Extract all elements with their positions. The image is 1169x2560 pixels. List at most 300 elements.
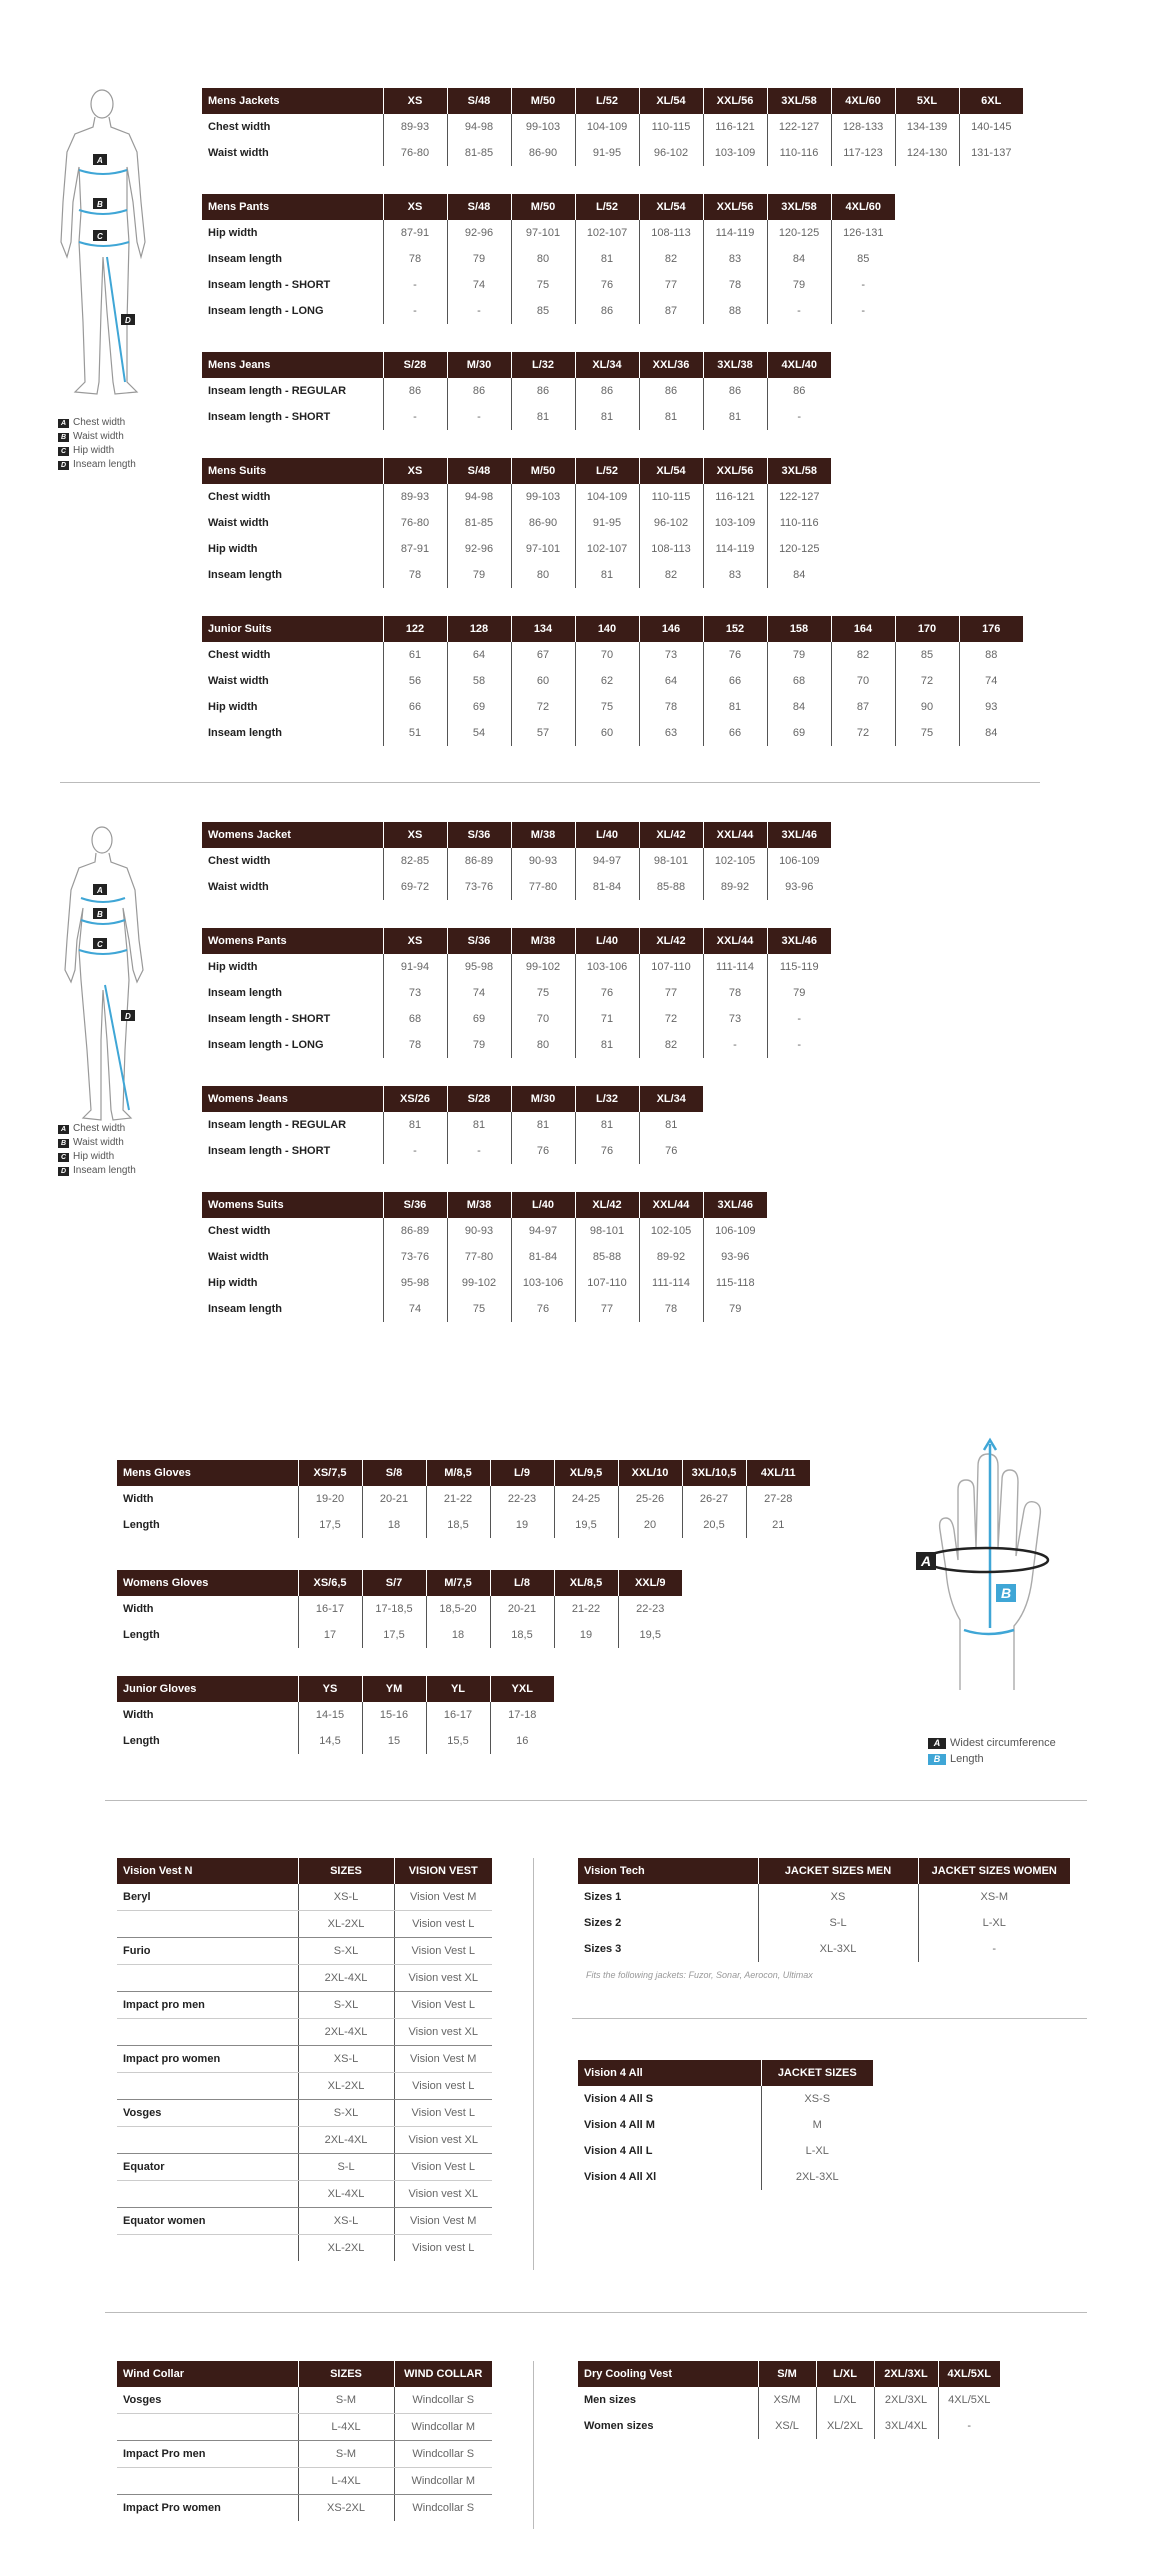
column-header: L/52	[575, 458, 639, 484]
table-row	[117, 2414, 492, 2441]
table-cell: 79	[703, 1296, 767, 1322]
table-cell: 111-114	[703, 954, 767, 980]
table-cell: 110-115	[639, 484, 703, 510]
table-cell: -	[383, 404, 447, 430]
row-label: Inseam length - SHORT	[208, 1013, 331, 1025]
column-header: XS	[383, 88, 447, 114]
row-label: Men sizes	[584, 2394, 636, 2406]
table-cell: -	[447, 404, 511, 430]
hand-legend: A Widest circumference B Length	[928, 1735, 1056, 1767]
svg-text:A: A	[97, 886, 103, 895]
table-cell: Vision Vest M	[394, 1884, 492, 1911]
table-cell: 66	[703, 720, 767, 746]
svg-text:C: C	[97, 940, 103, 949]
table-title: Vision 4 All	[578, 2060, 761, 2086]
table-cell: 73	[703, 1006, 767, 1032]
table-row	[117, 1911, 492, 1938]
table-title: Womens Pants	[202, 928, 383, 954]
table-row	[202, 874, 831, 900]
column-header: XS	[383, 194, 447, 220]
table-cell: 76-80	[383, 140, 447, 166]
table-cell: 76	[511, 1138, 575, 1164]
column-header: XL/42	[639, 822, 703, 848]
row-label: Inseam length - LONG	[208, 305, 324, 317]
column-header: 170	[895, 616, 959, 642]
row-label: Beryl	[117, 1884, 298, 1911]
table-cell: 111-114	[639, 1270, 703, 1296]
junior-gloves-table	[117, 1676, 554, 1754]
table-cell: 17-18,5	[362, 1596, 426, 1622]
legend-key-b: B	[928, 1754, 946, 1765]
table-cell: 20,5	[682, 1512, 746, 1538]
row-label: Inseam length - REGULAR	[208, 385, 347, 397]
table-cell: 93-96	[767, 874, 831, 900]
svg-text:A: A	[97, 156, 103, 165]
row-label: Vosges	[117, 2387, 298, 2414]
table-cell: 107-110	[575, 1270, 639, 1296]
table-cell: 81	[703, 694, 767, 720]
table-cell: Vision vest XL	[394, 1965, 492, 1992]
table-cell: 20-21	[362, 1486, 426, 1512]
table-row	[202, 954, 831, 980]
table-cell: 77	[639, 272, 703, 298]
table-cell: 81	[575, 1032, 639, 1058]
column-header: S/8	[362, 1460, 426, 1486]
table-cell: 89-93	[383, 114, 447, 140]
column-header: M/50	[511, 194, 575, 220]
table-cell: 90-93	[447, 1218, 511, 1244]
table-cell: 2XL/3XL	[874, 2387, 938, 2413]
table-cell: 69-72	[383, 874, 447, 900]
table-cell: -	[767, 404, 831, 430]
table-cell: S-XL	[298, 2100, 394, 2127]
table-row	[117, 1938, 492, 1965]
table-cell: 117-123	[831, 140, 895, 166]
table-cell: 99-102	[511, 954, 575, 980]
column-header: XL/34	[575, 352, 639, 378]
table-cell: 83	[703, 246, 767, 272]
table-cell: S-M	[298, 2441, 394, 2468]
column-header: 3XL/46	[767, 822, 831, 848]
column-header: 3XL/58	[767, 458, 831, 484]
table-cell: 95-98	[447, 954, 511, 980]
column-header: 3XL/58	[767, 88, 831, 114]
column-header: XS	[383, 928, 447, 954]
column-header: 134	[511, 616, 575, 642]
table-cell: 75	[575, 694, 639, 720]
hand-figure	[910, 1430, 1070, 1700]
table-cell: 80	[511, 1032, 575, 1058]
table-cell: 14-15	[298, 1702, 362, 1728]
table-cell: 91-94	[383, 954, 447, 980]
table-cell: 4XL/5XL	[938, 2387, 1000, 2413]
table-cell: 77-80	[511, 874, 575, 900]
row-label: Chest width	[208, 649, 271, 661]
table-cell: XL-2XL	[298, 2235, 394, 2262]
table-cell: XS-L	[298, 2046, 394, 2073]
womens-pants-table	[202, 928, 831, 1058]
table-cell: S-L	[758, 1910, 918, 1936]
legend-key-b: B	[58, 433, 69, 442]
table-cell: 88	[959, 642, 1023, 668]
table-cell: 20	[618, 1512, 682, 1538]
column-header: 3XL/46	[767, 928, 831, 954]
row-label: Furio	[117, 1938, 298, 1965]
table-row	[117, 1622, 682, 1648]
table-cell: 58	[447, 668, 511, 694]
table-cell: 76	[703, 642, 767, 668]
divider-gloves-vests	[105, 1800, 1087, 1801]
table-cell: 74	[959, 668, 1023, 694]
table-row	[578, 1936, 1070, 1962]
column-header: 140	[575, 616, 639, 642]
table-cell: Vision vest XL	[394, 2181, 492, 2208]
table-cell: 78	[639, 694, 703, 720]
column-header: 2XL/3XL	[874, 2361, 938, 2387]
table-cell: 134-139	[895, 114, 959, 140]
table-cell: 110-116	[767, 510, 831, 536]
row-label: Length	[123, 1735, 160, 1747]
divider-vertical-1	[533, 1858, 534, 2270]
header-row	[202, 352, 831, 378]
table-row	[117, 1596, 682, 1622]
table-cell: 18,5	[490, 1622, 554, 1648]
table-cell: 14,5	[298, 1728, 362, 1754]
row-label	[117, 2127, 298, 2154]
table-cell: -	[767, 1006, 831, 1032]
table-cell: 106-109	[767, 848, 831, 874]
header-row	[202, 458, 831, 484]
table-cell: 131-137	[959, 140, 1023, 166]
table-cell: 87	[639, 298, 703, 324]
table-cell: 102-105	[639, 1218, 703, 1244]
table-cell: 18,5-20	[426, 1596, 490, 1622]
table-row	[117, 2127, 492, 2154]
table-cell: 103-109	[703, 140, 767, 166]
table-cell: 93-96	[703, 1244, 767, 1270]
table-cell: 74	[447, 272, 511, 298]
table-cell: 15,5	[426, 1728, 490, 1754]
column-header: 5XL	[895, 88, 959, 114]
row-label: Vision 4 All Xl	[584, 2171, 657, 2183]
table-cell: 76	[511, 1296, 575, 1322]
column-header: JACKET SIZES MEN	[758, 1858, 918, 1884]
column-header: M/38	[511, 822, 575, 848]
table-cell: 64	[639, 668, 703, 694]
table-cell: Vision Vest L	[394, 1938, 492, 1965]
header-row	[578, 1858, 1070, 1884]
svg-text:C: C	[97, 232, 103, 241]
table-cell: 76-80	[383, 510, 447, 536]
row-label: Vision 4 All S	[584, 2093, 654, 2105]
row-label	[117, 2181, 298, 2208]
table-row	[117, 2208, 492, 2235]
table-row	[202, 1296, 767, 1322]
table-cell: 21-22	[554, 1596, 618, 1622]
women-body-icon	[55, 820, 175, 1130]
column-header: M/30	[447, 352, 511, 378]
row-label	[117, 2468, 298, 2495]
table-cell: 88	[703, 298, 767, 324]
table-cell: L-XL	[918, 1910, 1070, 1936]
table-row	[578, 1910, 1070, 1936]
table-cell: 78	[703, 980, 767, 1006]
row-label: Waist width	[208, 881, 269, 893]
header-row	[117, 1676, 554, 1702]
row-label: Chest width	[208, 1225, 271, 1237]
column-header: XS/7,5	[298, 1460, 362, 1486]
table-cell: L/XL	[816, 2387, 874, 2413]
table-row	[578, 2387, 1000, 2413]
header-row	[117, 2361, 492, 2387]
table-cell: 122-127	[767, 114, 831, 140]
column-header: SIZES	[298, 2361, 394, 2387]
table-cell: 78	[639, 1296, 703, 1322]
row-label: Inseam length - SHORT	[208, 279, 331, 291]
table-cell: 86	[703, 378, 767, 404]
table-row	[202, 848, 831, 874]
table-cell: 64	[447, 642, 511, 668]
table-cell: 86-89	[383, 1218, 447, 1244]
column-header: S/36	[447, 928, 511, 954]
table-cell: 104-109	[575, 484, 639, 510]
column-header: 158	[767, 616, 831, 642]
header-row	[117, 1460, 810, 1486]
column-header: XXL/56	[703, 458, 767, 484]
table-cell: -	[383, 1138, 447, 1164]
row-label: Hip width	[208, 543, 258, 555]
junior-suits-table	[202, 616, 1023, 746]
table-row	[578, 1884, 1070, 1910]
table-title: Mens Suits	[202, 458, 383, 484]
row-label: Inseam length	[208, 253, 282, 265]
table-cell: XL-4XL	[298, 2181, 394, 2208]
column-header: YXL	[490, 1676, 554, 1702]
table-cell: -	[918, 1936, 1070, 1962]
table-row	[117, 2154, 492, 2181]
table-row	[202, 720, 1023, 746]
row-label	[117, 2073, 298, 2100]
row-label: Inseam length - LONG	[208, 1039, 324, 1051]
header-row	[202, 616, 1023, 642]
legend-key-c: C	[58, 447, 69, 456]
womens-pants-grid	[202, 928, 831, 1058]
row-label: Inseam length	[208, 727, 282, 739]
column-header: L/9	[490, 1460, 554, 1486]
legend-key-d: D	[58, 1167, 69, 1176]
table-title: Vision Tech	[578, 1858, 758, 1884]
table-cell: 107-110	[639, 954, 703, 980]
table-row	[117, 1702, 554, 1728]
column-header: XS	[383, 458, 447, 484]
table-cell: 56	[383, 668, 447, 694]
table-cell: 85-88	[639, 874, 703, 900]
column-header: JACKET SIZES	[761, 2060, 873, 2086]
women-body-figure	[55, 820, 175, 1130]
table-cell: XS-L	[298, 2208, 394, 2235]
table-cell: 75	[895, 720, 959, 746]
table-cell: 81	[575, 404, 639, 430]
table-cell: 84	[767, 562, 831, 588]
column-header: S/36	[447, 822, 511, 848]
womens-suits-table	[202, 1192, 767, 1322]
table-cell: 120-125	[767, 220, 831, 246]
table-cell: -	[767, 298, 831, 324]
column-header: XL/42	[575, 1192, 639, 1218]
table-cell: 90	[895, 694, 959, 720]
legend-key-a: A	[928, 1738, 946, 1749]
table-cell: 81	[575, 246, 639, 272]
table-cell: Vision Vest M	[394, 2208, 492, 2235]
table-cell: -	[703, 1032, 767, 1058]
table-row	[202, 1244, 767, 1270]
table-cell: 98-101	[639, 848, 703, 874]
table-cell: 2XL-3XL	[761, 2164, 873, 2190]
row-label: Inseam length	[208, 987, 282, 999]
vision-4-all-table	[578, 2060, 873, 2190]
table-cell: XS-M	[918, 1884, 1070, 1910]
column-header: 6XL	[959, 88, 1023, 114]
table-cell: 20-21	[490, 1596, 554, 1622]
table-cell: 85	[511, 298, 575, 324]
table-row	[202, 562, 831, 588]
table-cell: 91-95	[575, 140, 639, 166]
table-cell: 116-121	[703, 484, 767, 510]
column-header: 3XL/10,5	[682, 1460, 746, 1486]
table-row	[202, 1112, 703, 1138]
table-cell: 51	[383, 720, 447, 746]
table-cell: 81	[639, 1112, 703, 1138]
table-row	[202, 1032, 831, 1058]
row-label: Hip width	[208, 227, 258, 239]
table-cell: XS-S	[761, 2086, 873, 2112]
table-cell: 96-102	[639, 140, 703, 166]
table-cell: Vision vest L	[394, 2235, 492, 2262]
table-cell: 66	[703, 668, 767, 694]
row-label: Vosges	[117, 2100, 298, 2127]
row-label: Women sizes	[584, 2420, 654, 2432]
table-cell: 17,5	[298, 1512, 362, 1538]
column-header: XXL/10	[618, 1460, 682, 1486]
table-cell: 78	[383, 246, 447, 272]
table-cell: Vision vest L	[394, 2073, 492, 2100]
table-cell: 19	[554, 1622, 618, 1648]
column-header: JACKET SIZES WOMEN	[918, 1858, 1070, 1884]
column-header: 3XL/58	[767, 194, 831, 220]
column-header: M/7,5	[426, 1570, 490, 1596]
legend-key-a: A	[58, 419, 69, 428]
header-row	[202, 88, 1023, 114]
table-row	[117, 2468, 492, 2495]
header-row	[202, 1086, 703, 1112]
table-row	[202, 642, 1023, 668]
table-cell: XS-2XL	[298, 2495, 394, 2522]
table-row	[202, 1218, 767, 1244]
table-cell: 85	[831, 246, 895, 272]
table-cell: 89-93	[383, 484, 447, 510]
column-header: XXL/56	[703, 88, 767, 114]
column-header: YS	[298, 1676, 362, 1702]
table-cell: 72	[895, 668, 959, 694]
table-cell: 108-113	[639, 220, 703, 246]
table-row	[202, 272, 895, 298]
column-header: XXL/44	[639, 1192, 703, 1218]
table-cell: 91-95	[575, 510, 639, 536]
table-cell: 82-85	[383, 848, 447, 874]
row-label: Waist width	[208, 147, 269, 159]
svg-text:B: B	[97, 200, 103, 209]
row-label: Inseam length - SHORT	[208, 411, 331, 423]
column-header: XXL/36	[639, 352, 703, 378]
column-header: XS/6,5	[298, 1570, 362, 1596]
table-cell: 54	[447, 720, 511, 746]
row-label: Impact Pro women	[123, 2502, 221, 2514]
table-cell: 69	[447, 694, 511, 720]
table-row	[117, 1965, 492, 1992]
svg-text:B: B	[97, 910, 103, 919]
column-header: L/32	[575, 1086, 639, 1112]
column-header: 128	[447, 616, 511, 642]
column-header: XL/54	[639, 194, 703, 220]
table-row	[117, 2387, 492, 2414]
table-cell: 19,5	[618, 1622, 682, 1648]
table-cell: L-4XL	[298, 2468, 394, 2495]
column-header: XL/9,5	[554, 1460, 618, 1486]
row-label: Hip width	[208, 701, 258, 713]
header-row	[202, 194, 895, 220]
table-cell: 102-105	[703, 848, 767, 874]
table-cell: 18	[426, 1622, 490, 1648]
column-header: L/40	[575, 928, 639, 954]
table-title: Womens Gloves	[117, 1570, 298, 1596]
table-row	[202, 114, 1023, 140]
column-header: 164	[831, 616, 895, 642]
table-row	[117, 2181, 492, 2208]
dry-cooling-vest-grid	[578, 2361, 1000, 2439]
row-label: Vision 4 All M	[584, 2119, 655, 2131]
table-cell: 84	[959, 720, 1023, 746]
row-label	[117, 2235, 298, 2262]
table-row	[202, 140, 1023, 166]
table-cell: 25-26	[618, 1486, 682, 1512]
table-cell: 94-97	[511, 1218, 575, 1244]
table-cell: 87-91	[383, 220, 447, 246]
table-cell: 81	[575, 562, 639, 588]
men-body-figure	[55, 82, 175, 402]
table-cell: 79	[767, 272, 831, 298]
row-label	[117, 1965, 298, 1992]
row-label: Length	[123, 1519, 160, 1531]
table-row	[117, 2046, 492, 2073]
table-cell: 82	[639, 1032, 703, 1058]
table-cell: 19	[490, 1512, 554, 1538]
column-header: L/8	[490, 1570, 554, 1596]
table-cell: 86	[639, 378, 703, 404]
table-cell: Vision Vest L	[394, 2154, 492, 2181]
table-cell: 103-106	[511, 1270, 575, 1296]
row-label: Inseam length - SHORT	[208, 1145, 331, 1157]
mens-suits-table	[202, 458, 831, 588]
header-row	[117, 1858, 492, 1884]
column-header: 4XL/60	[831, 194, 895, 220]
table-cell: 97-101	[511, 536, 575, 562]
table-cell: 21-22	[426, 1486, 490, 1512]
table-title: Womens Suits	[202, 1192, 383, 1218]
womens-jeans-grid	[202, 1086, 703, 1164]
table-title: Mens Pants	[202, 194, 383, 220]
column-header: 4XL/40	[767, 352, 831, 378]
table-cell: 86	[447, 378, 511, 404]
